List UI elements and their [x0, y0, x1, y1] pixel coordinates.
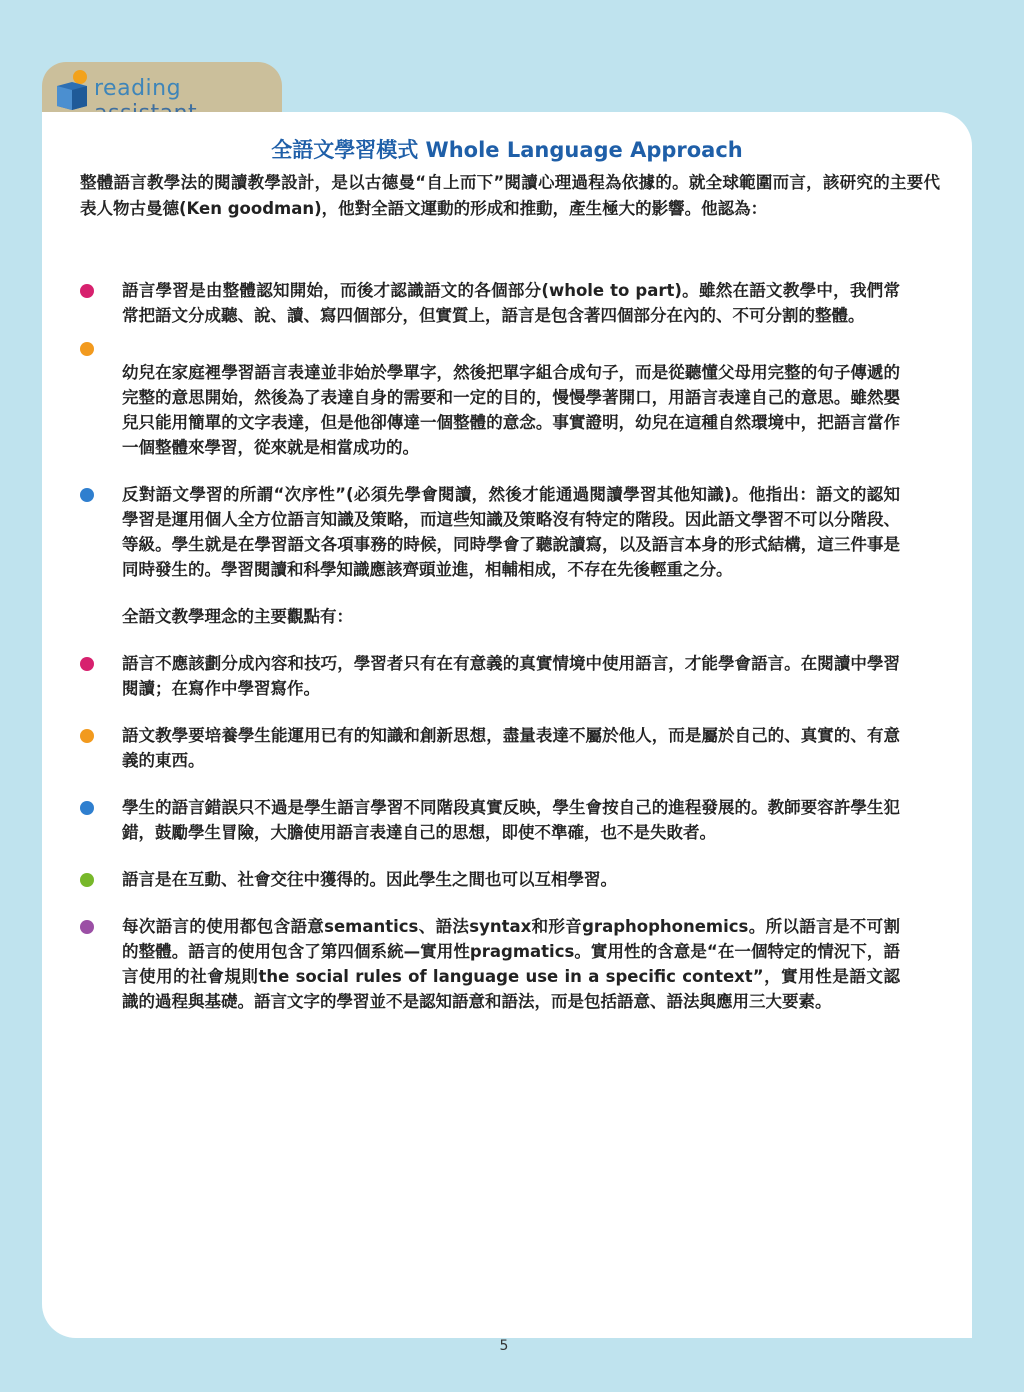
list-item-text: 語言學習是由整體認知開始，而後才認識語文的各個部分(whole to part)。雖然在語文教學中，我們常常把語文分成聽、說、讀、寫四個部分，但實質上，語言是包含著四個部分在內的、不可分割的整體。: [122, 281, 900, 325]
list-item-text: 學生的語言錯誤只不過是學生語言學習不同階段真實反映，學生會按自己的進程發展的。教師要容許學生犯錯，鼓勵學生冒險，大膽使用語言表達自己的思想，即使不準確，也不是失敗者。: [122, 798, 900, 842]
list-item: [80, 914, 900, 1014]
bullet-dot-icon: [80, 873, 94, 887]
bullet-dot-icon: [80, 920, 94, 934]
page-number: 5: [499, 1338, 509, 1354]
list-item: [80, 867, 900, 892]
list-item: [80, 482, 900, 582]
bullet-dot-icon: [80, 342, 94, 356]
bullet-dot-icon: [80, 284, 94, 298]
content-list: [80, 278, 900, 1036]
section-subheading: 全語文教學理念的主要觀點有：: [122, 607, 353, 626]
bullet-dot-icon: [80, 801, 94, 815]
page-title: 全語文學習模式 Whole Language Approach: [271, 138, 743, 162]
bullet-dot-icon: [80, 488, 94, 502]
list-item: [80, 723, 900, 773]
brand-tab: [42, 62, 282, 114]
book-sun-logo-icon: [54, 68, 90, 110]
brand-logo-first: reading: [94, 76, 182, 101]
list-item: [80, 795, 900, 845]
list-item-text: 語文教學要培養學生能運用已有的知識和創新思想，盡量表達不屬於他人，而是屬於自己的、真實的、有意義的東西。: [122, 726, 900, 770]
list-item-text: 每次語言的使用都包含語意semantics、語法syntax和形音graphophonemics。所以語言是不可割的整體。語言的使用包含了第四個系統—實用性pragmatics。實用性的含意是“在一個特定的情況下，語言使用的社會規則the social rules of language use in a specific context”，實用性是語文認識的過程與基礎。語言文字的學習並不是認知語意和語法，而是包括語意、語法與應用三大要素。: [122, 917, 900, 1011]
bullet-dot-icon: [80, 657, 94, 671]
intro-paragraph: 整體語言教學法的閱讀教學設計，是以古德曼“自上而下”閱讀心理過程為依據的。就全球範圍而言，該研究的主要代表人物古曼德(Ken goodman)，他對全語文運動的形成和推動，產生極大的影響。他認為：: [80, 173, 940, 218]
list-item-text: 反對語文學習的所謂“次序性”(必須先學會閱讀，然後才能通過閱讀學習其他知識)。他指出：語文的認知學習是運用個人全方位語言知識及策略，而這些知識及策略沒有特定的階段。因此語文學習不可以分階段、等級。學生就是在學習語文各項事務的時候，同時學會了聽說讀寫，以及語言本身的形式結構，這三件事是同時發生的。學習閱讀和科學知識應該齊頭並進，相輔相成，不存在先後輕重之分。: [122, 485, 900, 579]
list-item-text: 語言不應該劃分成內容和技巧，學習者只有在有意義的真實情境中使用語言，才能學會語言。在閱讀中學習閱讀；在寫作中學習寫作。: [122, 654, 900, 698]
list-item-text: 語言是在互動、社會交往中獲得的。因此學生之間也可以互相學習。: [122, 870, 617, 889]
list-item: [80, 651, 900, 701]
list-item: [80, 278, 900, 328]
list-item: [80, 360, 900, 460]
content-card: [42, 112, 972, 1338]
list-item-text: 幼兒在家庭裡學習語言表達並非始於學單字，然後把單字組合成句子，而是從聽懂父母用完整的句子傳遞的完整的意思開始，然後為了表達自身的需要和一定的目的，慢慢學著開口，用語言表達自己的意思。雖然嬰兒只能用簡單的文字表達，但是他卻傳達一個整體的意念。事實證明，幼兒在這種自然環境中，把語言當作一個整體來學習，從來就是相當成功的。: [122, 363, 900, 457]
bullet-dot-icon: [80, 729, 94, 743]
